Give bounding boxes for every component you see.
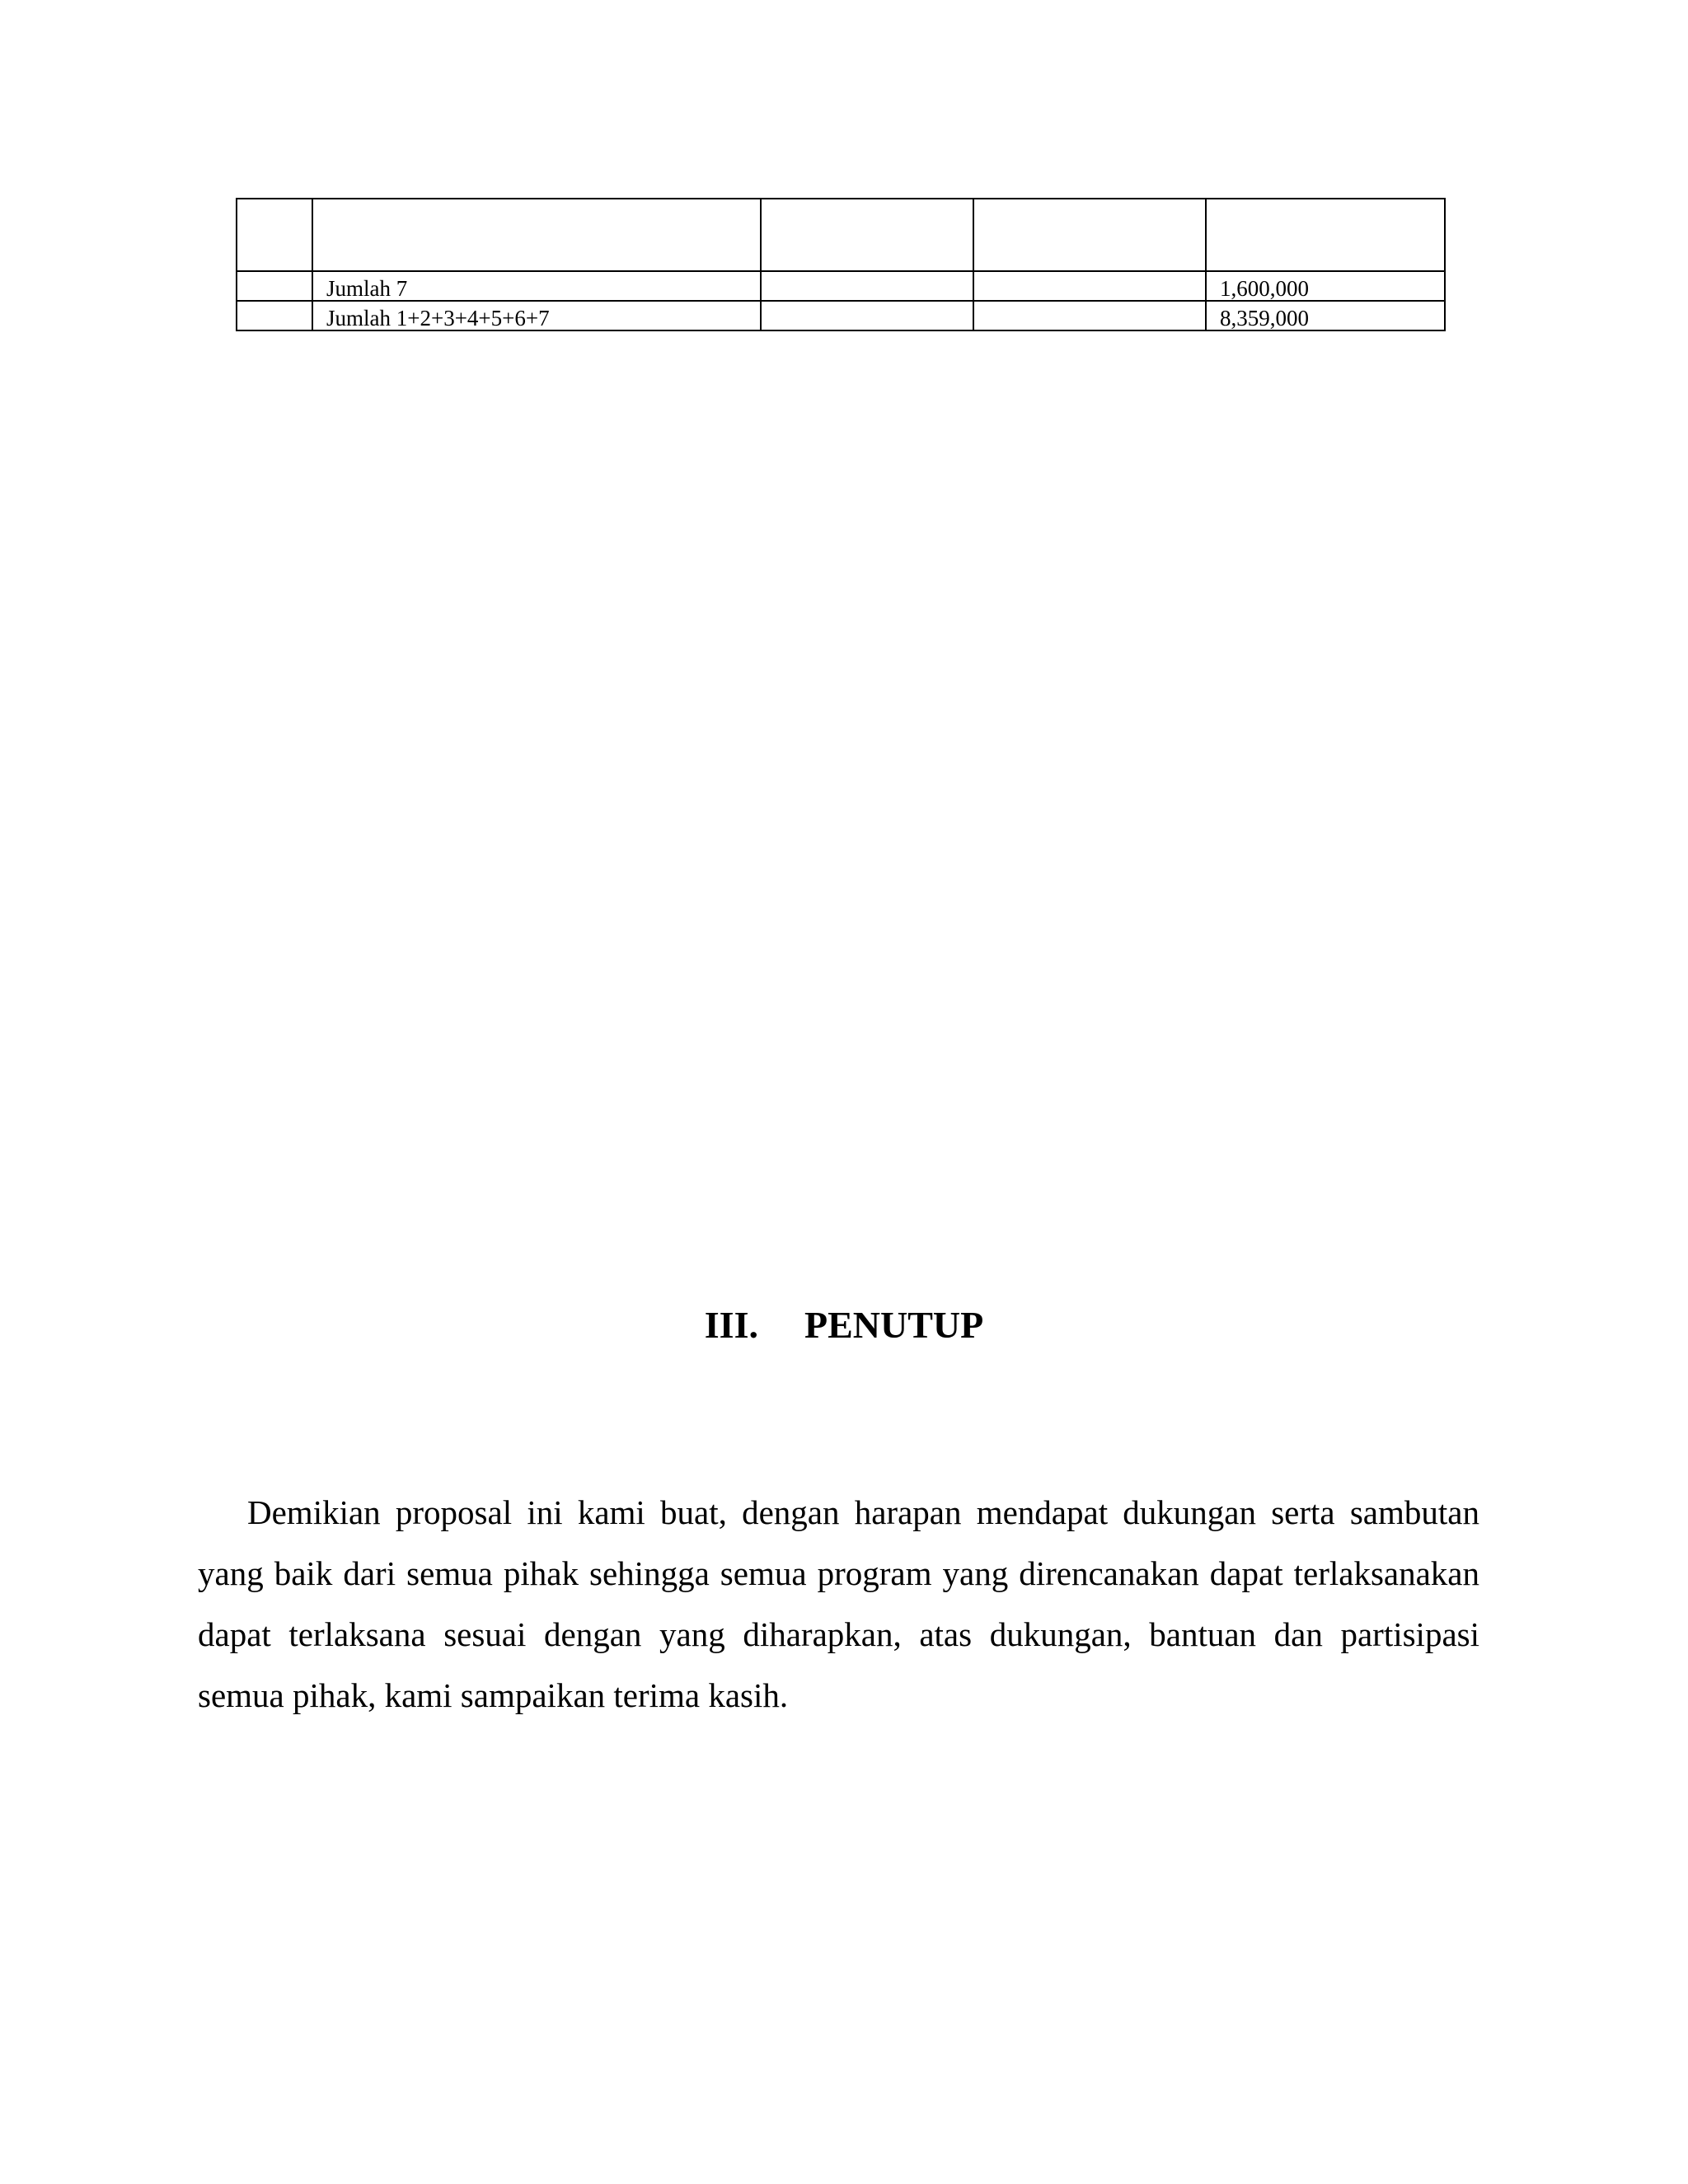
table-row bbox=[237, 301, 1445, 330]
table-row bbox=[237, 271, 1445, 301]
cell-col-b bbox=[973, 301, 1206, 330]
budget-table bbox=[236, 198, 1446, 331]
section-title: PENUTUP bbox=[804, 1304, 984, 1346]
cell-description: Jumlah 7 bbox=[312, 271, 761, 301]
cell-no bbox=[237, 301, 312, 330]
cell-col-b bbox=[973, 271, 1206, 301]
cell-col-a bbox=[761, 271, 973, 301]
cell-description bbox=[312, 199, 761, 271]
closing-paragraph: Demikian proposal ini kami buat, dengan harapan mendapat dukungan serta sambutan yang baik dari semua pihak sehingga semua program yang direncanakan dapat terlaksanakan dapat terlaksana sesuai dengan yang diharapkan, atas dukungan, bantuan dan partisipasi semua pihak, kami sampaikan terima kasih. bbox=[198, 1493, 1479, 1714]
cell-col-a bbox=[761, 199, 973, 271]
cell-amount bbox=[1206, 199, 1445, 271]
cell-amount: 1,600,000 bbox=[1206, 271, 1445, 301]
cell-amount: 8,359,000 bbox=[1206, 301, 1445, 330]
cell-col-b bbox=[973, 199, 1206, 271]
cell-description: Jumlah 1+2+3+4+5+6+7 bbox=[312, 301, 761, 330]
table-row bbox=[237, 199, 1445, 271]
cell-no bbox=[237, 271, 312, 301]
section-number: III. bbox=[704, 1304, 758, 1346]
section-heading bbox=[0, 1306, 1688, 1344]
cell-no bbox=[237, 199, 312, 271]
cell-col-a bbox=[761, 301, 973, 330]
